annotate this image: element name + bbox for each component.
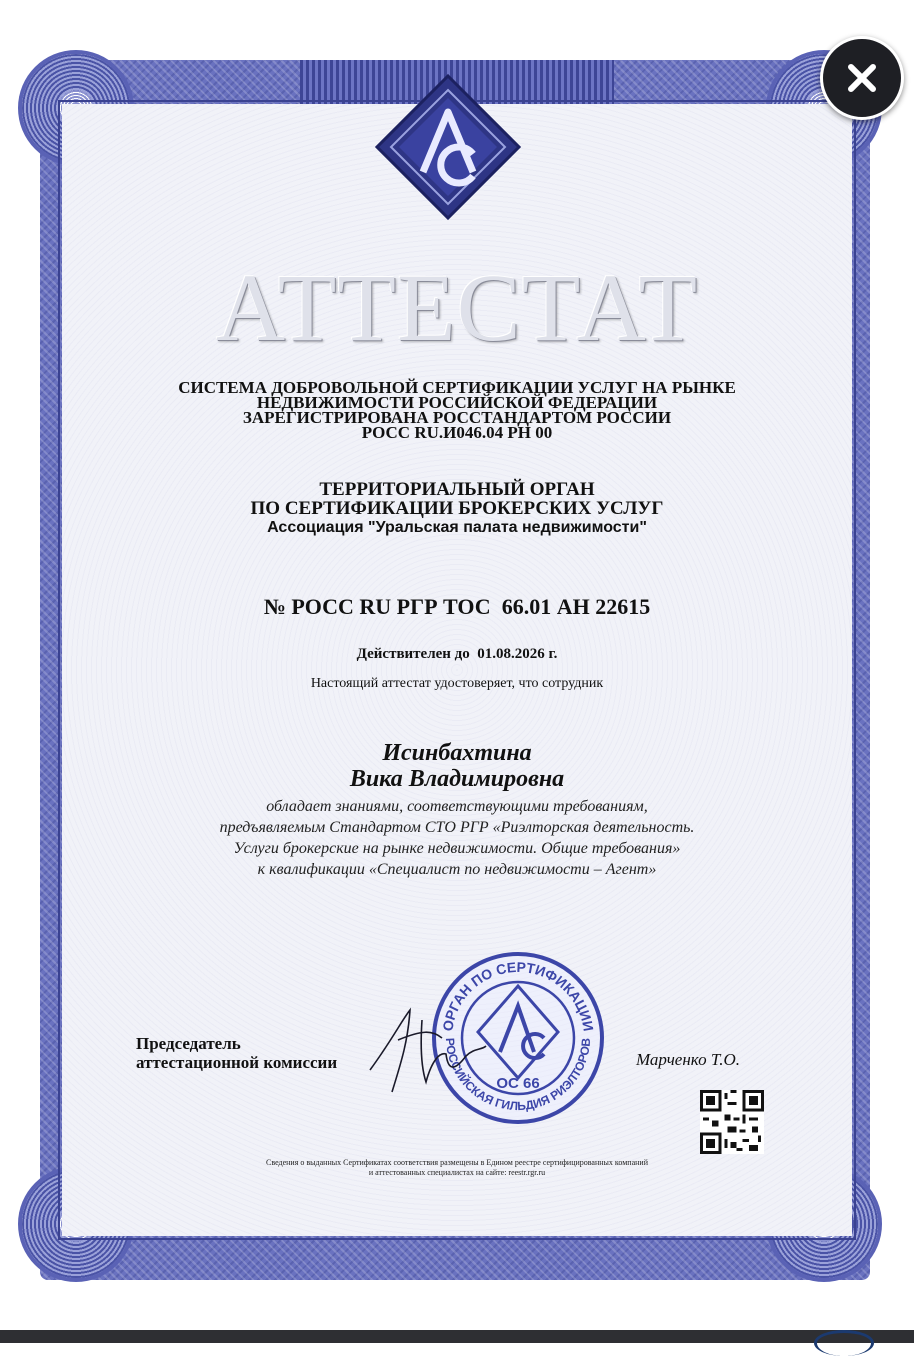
registry-note xyxy=(212,1158,702,1178)
guild-logo-icon xyxy=(373,72,523,222)
signature xyxy=(362,1000,492,1100)
seal-ring-bottom: РОССИЙСКАЯ ГИЛЬДИЯ РИЭЛТОРОВ xyxy=(442,1037,594,1114)
bottom-toolbar xyxy=(0,1330,914,1343)
desc-line: обладает знаниями, соответствующими требованиям, xyxy=(266,798,648,815)
chair-title xyxy=(136,1034,337,1072)
close-icon xyxy=(845,61,879,95)
qr-code xyxy=(700,1090,764,1154)
holder-surname: Исинбахтина xyxy=(382,740,532,766)
certificate-title: АТТЕСТАТ xyxy=(215,254,699,361)
system-line: НЕДВИЖИМОСТИ РОССИЙСКОЙ ФЕДЕРАЦИИ xyxy=(256,393,658,412)
desc-line: к квалификации «Специалист по недвижимости – Агент» xyxy=(257,861,657,878)
close-button[interactable] xyxy=(820,36,904,120)
certifying-body xyxy=(62,480,852,537)
desc-line: предъявляемым Стандартом СТО РГР «Риэлторская деятельность. xyxy=(219,819,695,836)
certificate-number: № РОСС RU РГР ТОС 66.01 АН 22615 xyxy=(263,594,651,619)
system-description xyxy=(62,380,852,440)
valid-until: Действителен до 01.08.2026 г. xyxy=(356,646,558,662)
organ-line: ТЕРРИТОРИАЛЬНЫЙ ОРГАН xyxy=(319,479,595,500)
system-line: ЗАРЕГИСТРИРОВАНА РОССТАНДАРТОМ РОССИИ xyxy=(242,408,672,427)
chair-line: аттестационной комиссии xyxy=(136,1053,338,1072)
seal-code: ОС 66 xyxy=(496,1075,540,1092)
system-line: РОСС RU.И046.04 РН 00 xyxy=(361,423,553,442)
system-line: СИСТЕМА ДОБРОВОЛЬНОЙ СЕРТИФИКАЦИИ УСЛУГ НА РЫНКЕ xyxy=(178,378,736,397)
footer-line: Сведения о выданных Сертификатах соответствия размещены в Едином реестре сертифицированных компаний xyxy=(266,1158,648,1167)
qualification-description xyxy=(62,796,852,880)
organ-line: Ассоциация "Уральская палата недвижимости" xyxy=(267,519,647,536)
desc-line: Услуги брокерские на рынке недвижимости. Общие требования» xyxy=(233,840,681,857)
certifies-text: Настоящий аттестат удостоверяет, что сотрудник xyxy=(310,676,604,691)
organ-line: ПО СЕРТИФИКАЦИИ БРОКЕРСКИХ УСЛУГ xyxy=(250,498,664,519)
holder-given-names: Вика Владимировна xyxy=(349,766,565,792)
toolbar-arc xyxy=(814,1330,874,1356)
chair-line: Председатель xyxy=(136,1034,241,1053)
footer-line: и аттестованных специалистах на сайте: reestr.rgr.ru xyxy=(368,1168,546,1177)
signer-name: Марченко Т.О. xyxy=(636,1050,741,1069)
holder-name xyxy=(62,740,852,792)
seal-ring-top: ОРГАН ПО СЕРТИФИКАЦИИ xyxy=(439,958,597,1033)
